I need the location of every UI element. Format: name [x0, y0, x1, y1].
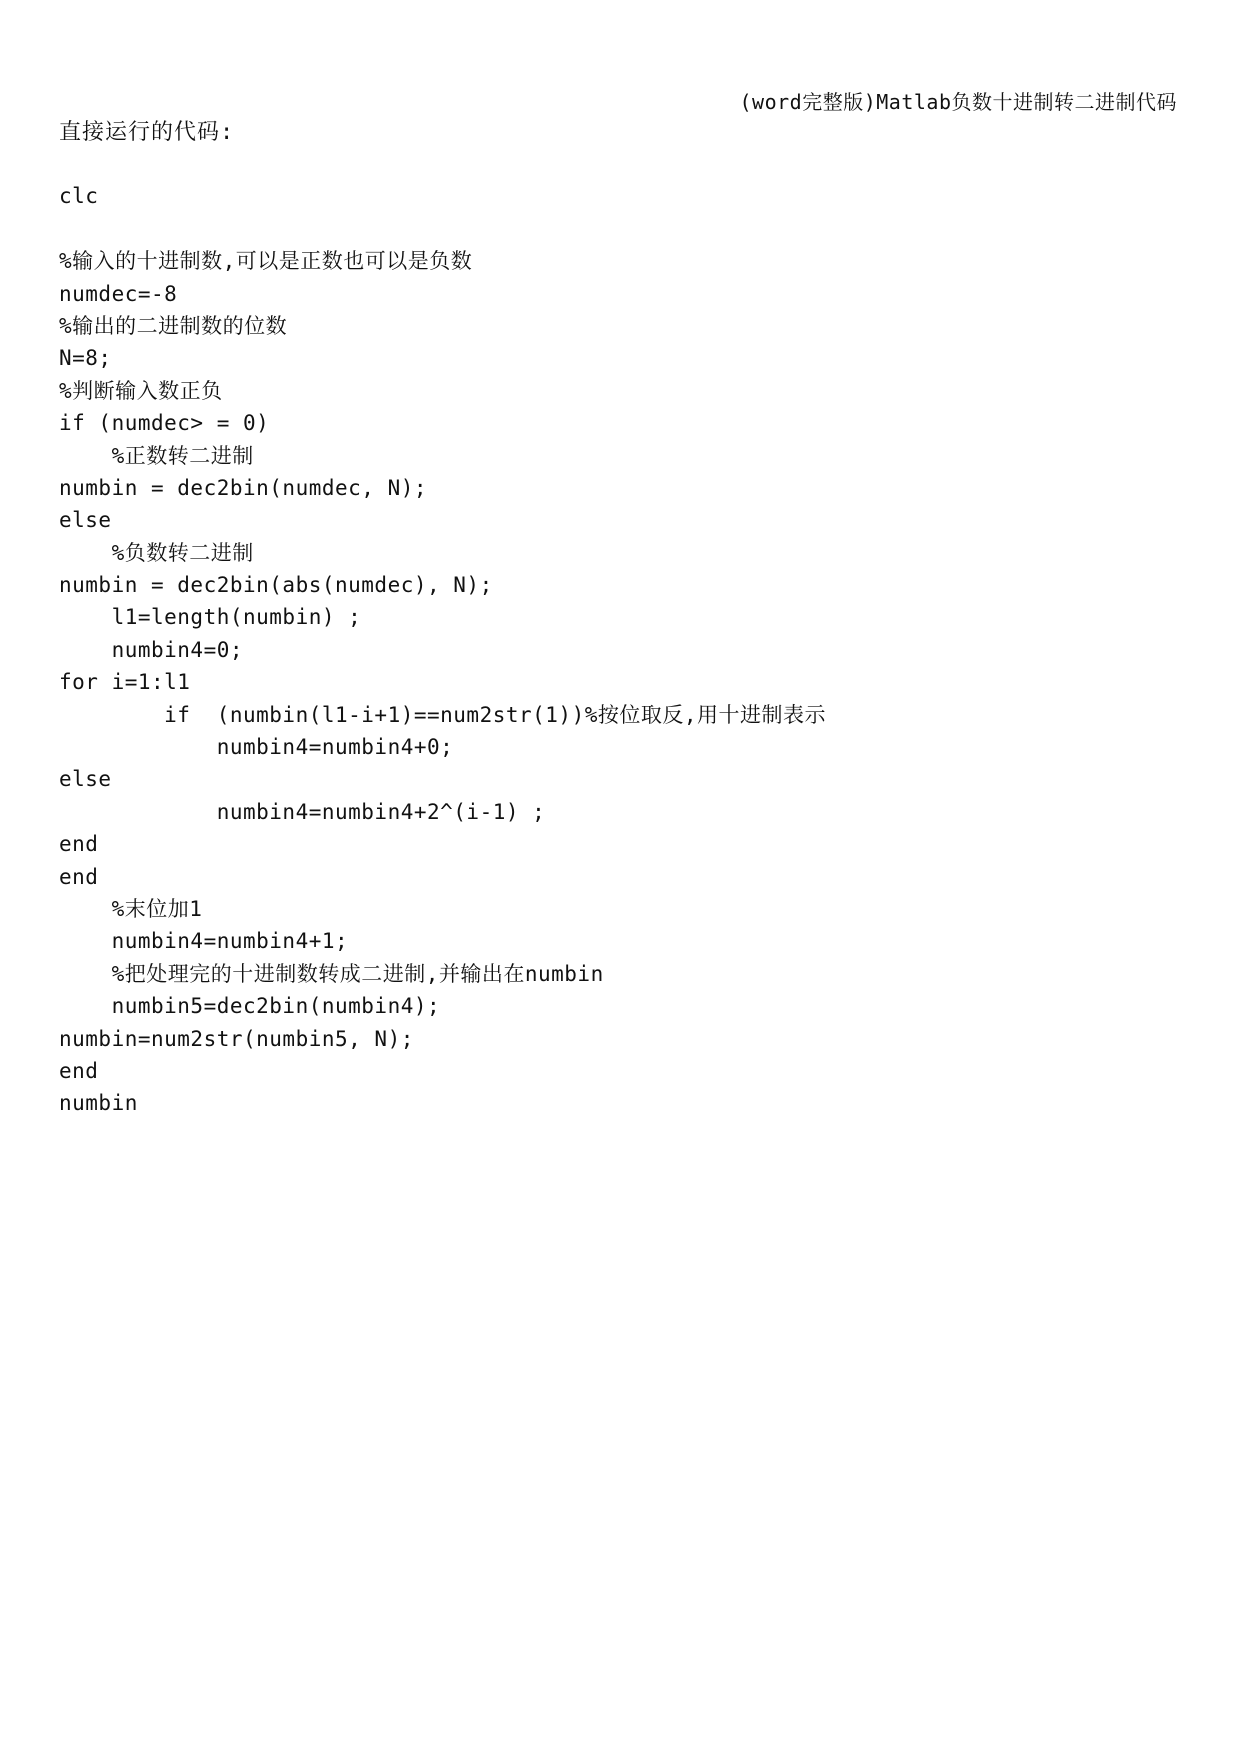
- code-line: numbin = dec2bin(abs(numdec), N);: [59, 573, 493, 598]
- code-line: %负数转二进制: [59, 540, 254, 565]
- code-line: numbin5=dec2bin(numbin4);: [59, 994, 441, 1019]
- code-line: [59, 148, 1179, 180]
- code-line: numdec=-8: [59, 281, 178, 306]
- code-line: numbin4=numbin4+0;: [59, 735, 454, 760]
- code-line: l1=length(numbin) ;: [59, 605, 362, 630]
- code-line: %输入的十进制数,可以是正数也可以是负数: [59, 249, 473, 274]
- code-line: numbin=num2str(numbin5, N);: [59, 1026, 414, 1051]
- code-line: numbin: [59, 1091, 138, 1116]
- code-line: %把处理完的十进制数转成二进制,并输出在numbin: [59, 961, 604, 986]
- code-line: else: [59, 767, 112, 792]
- code-line: end: [59, 1058, 99, 1083]
- code-line: numbin4=numbin4+2^(i-1) ;: [59, 799, 546, 824]
- code-line: else: [59, 508, 112, 533]
- code-line: %正数转二进制: [59, 443, 254, 468]
- code-line: if (numbin(l1-i+1)==num2str(1))%按位取反,用十进制表示: [59, 702, 827, 727]
- code-line: end: [59, 864, 99, 889]
- code-line: %末位加1: [59, 896, 203, 921]
- code-line: numbin = dec2bin(numdec, N);: [59, 475, 428, 500]
- code-line: N=8;: [59, 346, 112, 371]
- code-line: end: [59, 832, 99, 857]
- code-line: [59, 213, 1179, 245]
- code-line: numbin4=numbin4+1;: [59, 929, 349, 954]
- document-body: [59, 118, 1179, 1120]
- code-line: %输出的二进制数的位数: [59, 313, 288, 338]
- code-line: if (numdec> = 0): [59, 411, 270, 436]
- code-line: numbin4=0;: [59, 637, 244, 662]
- page-header: (word完整版)Matlab负数十进制转二进制代码: [739, 90, 1177, 114]
- code-line: clc: [59, 184, 99, 209]
- intro-text: 直接运行的代码:: [59, 120, 235, 145]
- code-line: %判断输入数正负: [59, 378, 223, 403]
- code-line: for i=1:l1: [59, 670, 191, 695]
- code-block: [59, 148, 1179, 1120]
